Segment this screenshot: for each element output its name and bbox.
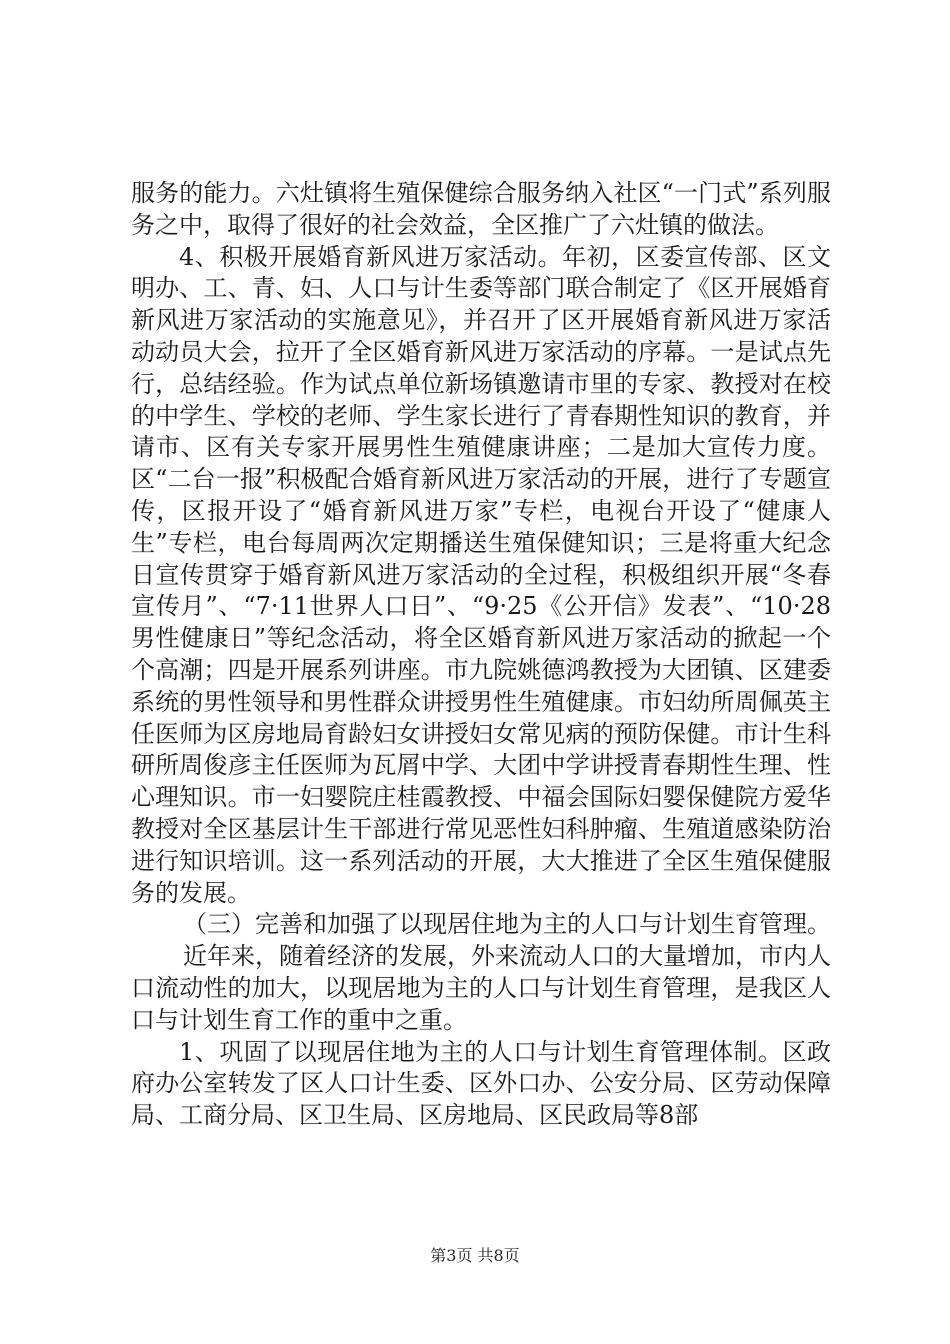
body-text: [131, 178, 831, 1132]
paragraph-item-4: 4、积极开展婚育新风进万家活动。年初，区委宣传部、区文明办、工、青、妇、人口与计生委等部门联合制定了《区开展婚育新风进万家活动的实施意见》，并召开了区开展婚育新风进万家活动动员大会，拉开了全区婚育新风进万家活动的序幕。一是试点先行，总结经验。作为试点单位新场镇邀请市里的专家、教授对在校的中学生、学校的老师、学生家长进行了青春期性知识的教育，并请市、区有关专家开展男性生殖健康讲座；二是加大宣传力度。区“二台一报”积极配合婚育新风进万家活动的开展，进行了专题宣传，区报开设了“婚育新风进万家”专栏，电视台开设了“健康人生”专栏，电台每周两次定期播送生殖保健知识；三是将重大纪念日宣传贯穿于婚育新风进万家活动的全过程，积极组织开展“冬春宣传月”、“7·11世界人口日”、“9·25《公开信》发表”、“10·28男性健康日”等纪念活动，将全区婚育新风进万家活动的掀起一个个高潮；四是开展系列讲座。市九院姚德鸿教授为大团镇、区建委系统的男性领导和男性群众讲授男性生殖健康。市妇幼所周佩英主任医师为区房地局育龄妇女讲授妇女常见病的预防保健。市计生科研所周俊彦主任医师为瓦屑中学、大团中学讲授青春期性生理、性心理知识。市一妇婴院庄桂霞教授、中福会国际妇婴保健院方爱华教授对全区基层计生干部进行常见恶性妇科肿瘤、生殖道感染防治进行知识培训。这一系列活动的开展，大大推进了全区生殖保健服务的发展。: [131, 242, 831, 907]
paragraph-continuation: 服务的能力。六灶镇将生殖保健综合服务纳入社区“一门式”系列服务之中，取得了很好的社会效益，全区推广了六灶镇的做法。: [131, 179, 831, 239]
page-footer: 第3页 共8页: [430, 1246, 520, 1265]
paragraph-item-1: 1、巩固了以现居住地为主的人口与计划生育管理体制。区政府办公室转发了区人口计生委、区外口办、公安分局、区劳动保障局、工商分局、区卫生局、区房地局、区民政局等8部: [131, 1037, 831, 1130]
section-heading-3: （三）完善和加强了以现居住地为主的人口与计划生育管理。: [183, 910, 831, 939]
paragraph-intro: 近年来，随着经济的发展，外来流动人口的大量增加，市内人口流动性的加大，以现居地为主的人口与计划生育管理，是我区人口与计划生育工作的重中之重。: [131, 942, 831, 1034]
